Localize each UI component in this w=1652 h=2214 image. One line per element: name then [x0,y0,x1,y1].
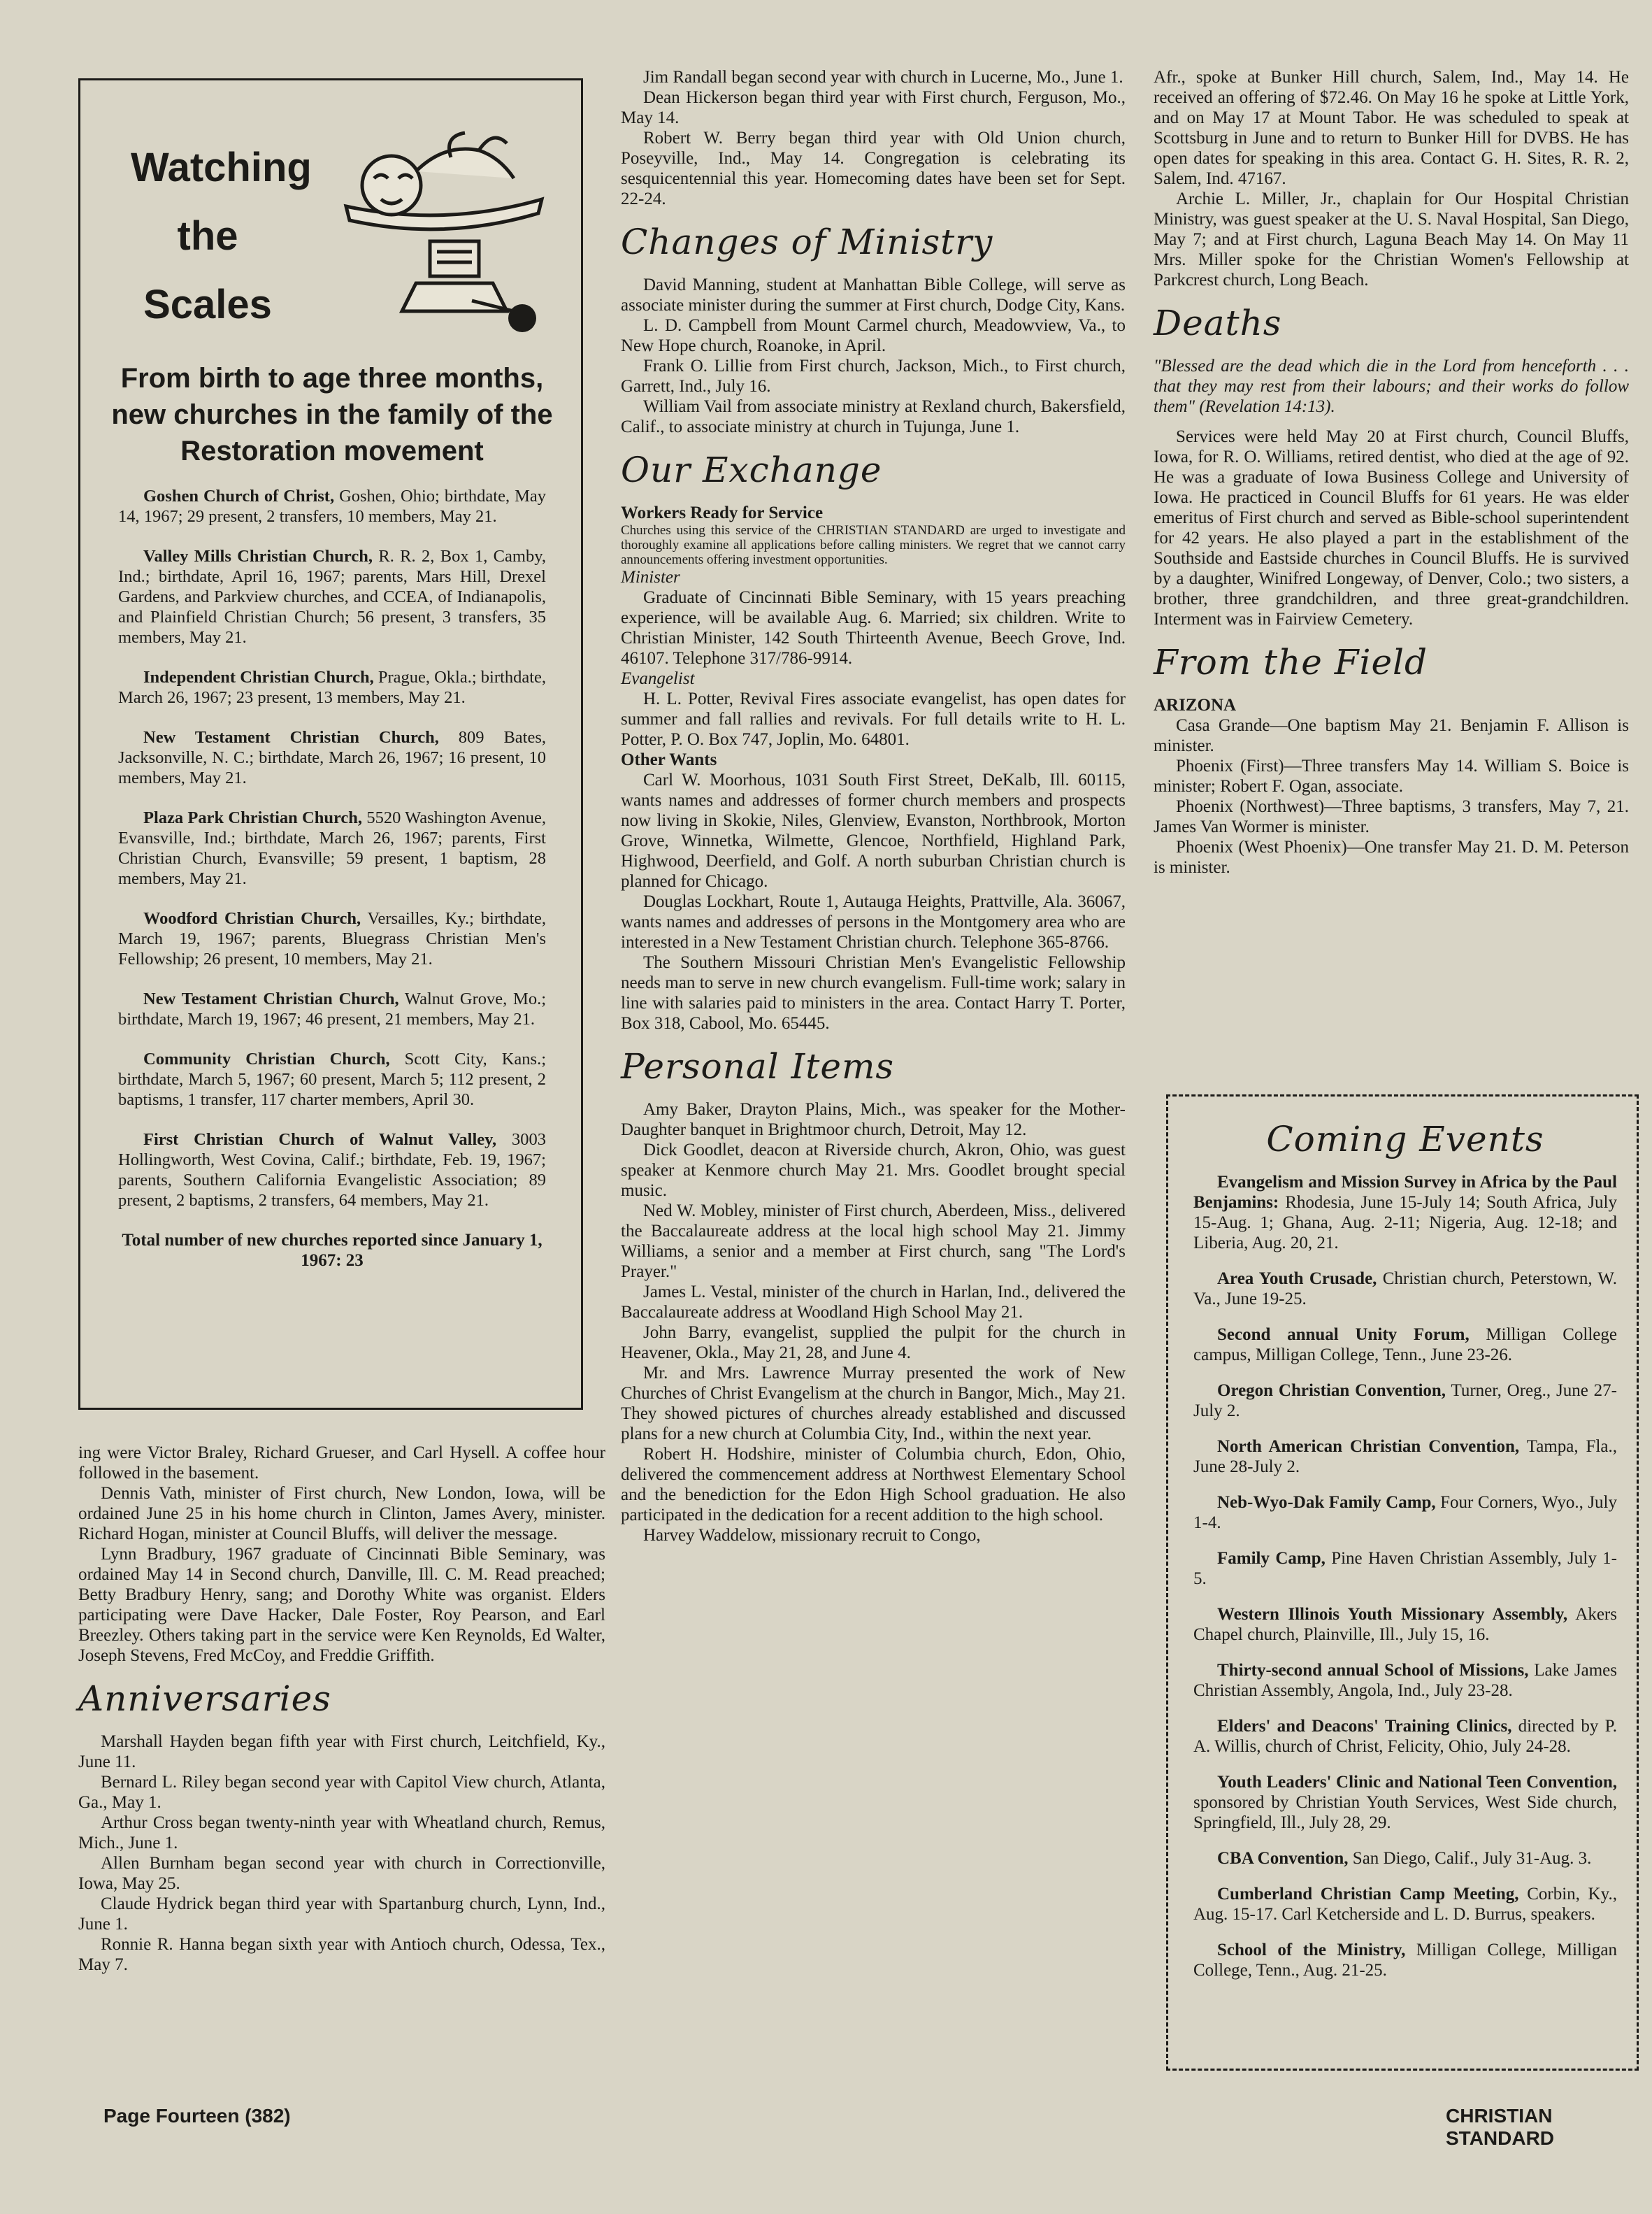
list-item: John Barry, evangelist, supplied the pulpit for the church in Heavener, Okla., May 21, 28, and June 4. [621,1323,1126,1362]
workers-heading: Workers Ready for Service [621,503,824,522]
list-item: James L. Vestal, minister of the church in Harlan, Ind., delivered the Baccalaureate address at Woodland High School May 21. [621,1283,1126,1322]
list-item: William Vail from associate ministry at Rexland church, Bakersfield, Calif., to associate ministry at church in Tujunga, June 1. [621,397,1126,436]
list-item: Claude Hydrick began third year with Spartanburg church, Lynn, Ind., June 1. [78,1894,605,1934]
paragraph: Douglas Lockhart, Route 1, Autauga Heights, Prattville, Ala. 36067, wants names and addresses of persons in the Montgomery area who are interested in a New Testament Christian church. Telephone 365-8766. [621,892,1126,952]
column-2 [621,67,1126,1545]
list-item: Area Youth Crusade, Christian church, Peterstown, W. Va., June 19-25. [1193,1269,1617,1308]
list-item: Independent Christian Church, Prague, Okla.; birthdate, March 26, 1967; 23 present, 13 members, May 21. [118,668,546,707]
paragraph: ing were Victor Braley, Richard Grueser, and Carl Hysell. A coffee hour followed in the basement. [78,1443,605,1483]
baby-on-scale-icon [332,122,556,346]
list-item: Robert W. Berry began third year with Old Union church, Poseyville, Ind., May 14. Congregation is celebrating its sesquicentennial this year. Homecoming dates have been set for Sept. 22-24. [621,129,1126,208]
column-3 [1154,67,1629,878]
list-item: Amy Baker, Drayton Plains, Mich., was speaker for the Mother-Daughter banquet in Brightmoor church, Detroit, May 12. [621,1100,1126,1139]
list-item: Casa Grande—One baptism May 21. Benjamin F. Allison is minister. [1154,716,1629,755]
list-item: Mr. and Mrs. Lawrence Murray presented the work of New Churches of Christ Evangelism at the church in Bangor, Mich., May 21. They showed pictures of churches already established and discussed plans for a new church at Columbia City, Ind., within the next year. [621,1364,1126,1443]
list-item: North American Christian Convention, Tampa, Fla., June 28-July 2. [1193,1437,1617,1476]
other-wants-heading: Other Wants [621,750,717,769]
changes-of-ministry-heading: Changes of Ministry [621,222,993,262]
page-number: Page Fourteen (382) [103,2105,291,2127]
list-item: School of the Ministry, Milligan College, Milligan College, Tenn., Aug. 21-25. [1193,1941,1617,1980]
paragraph: Dennis Vath, minister of First church, New London, Iowa, will be ordained June 25 in his home church in Clinton, James Avery, minister. Richard Hogan, minister at Council Bluffs, will deliver the message. [78,1484,605,1543]
list-item: Elders' and Deacons' Training Clinics, directed by P. A. Willis, church of Christ, Felicity, Ohio, July 24-28. [1193,1717,1618,1756]
list-item: Oregon Christian Convention, Turner, Oreg., June 27-July 2. [1193,1381,1617,1420]
list-item: Dick Goodlet, deacon at Riverside church, Akron, Ohio, was guest speaker at Kenmore church May 21. Mrs. Goodlet brought special music. [621,1141,1126,1200]
list-item: Woodford Christian Church, Versailles, Ky.; birthdate, March 19, 1967; parents, Bluegrass Christian Men's Fellowship; 26 present, 10 members, May 21. [118,909,546,969]
list-item: Community Christian Church, Scott City, Kans.; birthdate, March 5, 1967; 60 present, March 5; 112 present, 2 baptisms, 1 transfer, 117 charter members, April 30. [118,1050,546,1109]
coming-events-heading: Coming Events [1266,1119,1544,1159]
paragraph: H. L. Potter, Revival Fires associate evangelist, has open dates for summer and fall rallies and revivals. For full details write to H. L. Potter, P. O. Box 747, Joplin, Mo. 64801. [621,690,1126,749]
list-item: Ronnie R. Hanna began sixth year with Antioch church, Odessa, Tex., May 7. [78,1935,605,1974]
magazine-name: CHRISTIAN STANDARD [1446,2105,1555,2149]
list-item: Phoenix (West Phoenix)—One transfer May 21. D. M. Peterson is minister. [1154,838,1629,877]
list-item: Goshen Church of Christ, Goshen, Ohio; birthdate, May 14, 1967; 29 present, 2 transfers, 10 members, May 21. [118,487,546,526]
list-item: Harvey Waddelow, missionary recruit to Congo, [643,1526,981,1545]
list-item: Second annual Unity Forum, Milligan College campus, Milligan College, Tenn., June 23-26. [1193,1325,1617,1364]
personal-items-heading: Personal Items [621,1046,895,1087]
list-item: L. D. Campbell from Mount Carmel church, Meadowview, Va., to New Hope church, Roanoke, in April. [621,316,1126,355]
new-churches-list [118,486,546,1271]
scales-subtitle: From birth to age three months, new churches in the family of the Restoration movement [111,363,553,466]
state-heading: ARIZONA [1154,696,1237,715]
list-item: Jim Randall began second year with church in Lucerne, Mo., June 1. [643,68,1123,87]
total-new-churches: Total number of new churches reported since January 1, 1967: 23 [122,1231,543,1270]
list-item: First Christian Church of Walnut Valley, 3003 Hollingworth, West Covina, Calif.; birthdate, Feb. 19, 1967; parents, Southern California Evangelistic Association; 89 present, 2 baptisms, 2 transfers, 64 members, May 21. [118,1130,546,1210]
workers-note: Churches using this service of the CHRISTIAN STANDARD are urged to investigate and thoroughly examine all applications before calling ministers. We regret that we cannot carry announcements offering investment opportunities. [621,523,1126,567]
list-item: Cumberland Christian Camp Meeting, Corbin, Ky., Aug. 15-17. Carl Ketcherside and L. D. Burrus, speakers. [1193,1885,1617,1924]
list-item: Family Camp, Pine Haven Christian Assembly, July 1-5. [1193,1549,1617,1588]
paragraph: Archie L. Miller, Jr., chaplain for Our Hospital Christian Ministry, was guest speaker at the U. S. Naval Hospital, San Diego, May 7; and at First church, Laguna Beach May 14. On May 11 Mrs. Miller spoke for the Christian Women's Fellowship at Parkcrest church, Long Beach. [1154,190,1629,290]
list-item: Marshall Hayden began fifth year with First church, Leitchfield, Ky., June 11. [78,1732,605,1771]
list-item: Evangelism and Mission Survey in Africa by the Paul Benjamins: Rhodesia, June 15-July 14; South Africa, July 15-Aug. 1; Ghana, Aug. 2-11; Nigeria, Aug. 12-18; and Liberia, Aug. 20, 21. [1193,1173,1617,1252]
our-exchange-heading: Our Exchange [621,450,882,490]
list-item: Western Illinois Youth Missionary Assembly, Akers Chapel church, Plainville, Ill., July 15, 16. [1193,1605,1617,1644]
list-item: New Testament Christian Church, 809 Bates, Jacksonville, N. C.; birthdate, March 26, 1967; 16 present, 10 members, May 21. [118,728,547,787]
paragraph: Carl W. Moorhous, 1031 South First Street, DeKalb, Ill. 60115, wants names and addresses of former church members and prospects now living in Skokie, Niles, Glenview, Evanston, Northbrook, Morton Grove, Winnetka, Wilmette, Glencoe, Northfield, Highland Park, Highwood, Deerfield, and Golf. A north suburban Christian church is planned for Chicago. [621,771,1126,891]
scales-title: Watching the Scales [131,145,312,327]
list-item: Ned W. Mobley, minister of First church, Aberdeen, Miss., delivered the Baccalaureate address at the local high school May 21. Jimmy Williams, a senior and a member at First church, sang "The Lord's Prayer." [621,1201,1126,1281]
list-item: David Manning, student at Manhattan Bible College, will serve as associate minister during the summer at First church, Dodge City, Kans. [621,276,1126,315]
list-item: Neb-Wyo-Dak Family Camp, Four Corners, Wyo., July 1-4. [1193,1493,1617,1532]
deaths-heading: Deaths [1154,303,1282,343]
list-item: New Testament Christian Church, Walnut Grove, Mo.; birthdate, March 19, 1967; 46 present, 21 members, May 21. [118,990,547,1029]
paragraph: Afr., spoke at Bunker Hill church, Salem, Ind., May 14. He received an offering of $72.46. On May 16 he spoke at Little York, and on May 17 at Mount Tabor. He was scheduled to speak at Scottsburg in June and to return to Bunker Hill for DVBS. He has open dates for speaking in this area. Contact G. H. Sites, R. R. 2, Salem, Ind. 47167. [1154,68,1629,188]
list-item: Phoenix (Northwest)—Three baptisms, 3 transfers, May 7, 21. James Van Wormer is minister. [1154,797,1629,836]
list-item: Phoenix (First)—Three transfers May 14. William S. Boice is minister; Robert F. Ogan, associate. [1154,757,1629,796]
anniversaries-heading: Anniversaries [78,1678,331,1719]
list-item: Youth Leaders' Clinic and National Teen Convention, sponsored by Christian Youth Services, West Side church, Springfield, Ill., July 28, 29. [1193,1773,1617,1832]
paragraph: The Southern Missouri Christian Men's Evangelistic Fellowship needs man to serve in new church evangelism. Full-time work; salary in line with salaries paid to ministers in the area. Contact Harry T. Porter, Box 318, Cabool, Mo. 65445. [621,953,1126,1033]
minister-label: Minister [621,568,680,587]
scripture-quote: "Blessed are the dead which die in the Lord from henceforth . . . that they may rest from their labours; and their works do follow them" (Revelation 14:13). [1154,357,1629,416]
list-item: Robert H. Hodshire, minister of Columbia church, Edon, Ohio, delivered the commencement address at Northwest Elementary School and the benediction for the Edon High School graduation. He also participated in the dedication for a recent addition to the high school. [621,1445,1126,1524]
column-1 [78,1443,605,1975]
list-item: Allen Burnham began second year with church in Correctionville, Iowa, May 25. [78,1854,605,1893]
list-item: Thirty-second annual School of Missions, Lake James Christian Assembly, Angola, Ind., July 23-28. [1193,1661,1617,1700]
from-the-field-heading: From the Field [1154,642,1428,683]
list-item: Plaza Park Christian Church, 5520 Washington Avenue, Evansville, Ind.; birthdate, March 26, 1967; parents, First Christian Church, Evansville; 59 present, 1 baptism, 28 members, May 21. [118,808,546,888]
list-item: Bernard L. Riley began second year with Capitol View church, Atlanta, Ga., May 1. [78,1773,605,1812]
paragraph: Graduate of Cincinnati Bible Seminary, with 15 years preaching experience, will be available Aug. 6. Married; six children. Write to Christian Minister, 142 South Thirteenth Avenue, Beech Grove, Ind. 46107. Telephone 317/786-9914. [621,588,1126,668]
coming-events-box [1166,1094,1639,2071]
list-item: Frank O. Lillie from First church, Jackson, Mich., to First church, Garrett, Ind., July 16. [621,357,1126,396]
watching-the-scales-box [78,78,583,1410]
list-item: Arthur Cross began twenty-ninth year with Wheatland church, Remus, Mich., June 1. [78,1813,605,1852]
paragraph: Lynn Bradbury, 1967 graduate of Cincinnati Bible Seminary, was ordained May 14 in Second church, Danville, Ill. C. M. Read preached; Betty Bradbury Henry, sang; and Dorothy White was organist. Elders participating were Dave Hacker, Dale Foster, Roy Pearson, and Earl Breezley. Others taking part in the service were Ken Reynolds, Ed Walter, Joseph Stevens, Fred McCoy, and Freddie Griffith. [78,1545,605,1665]
list-item: CBA Convention, San Diego, Calif., July 31-Aug. 3. [1217,1849,1592,1868]
paragraph: Services were held May 20 at First church, Council Bluffs, Iowa, for R. O. Williams, retired dentist, who died at the age of 92. He was a graduate of Iowa Business College and University of Iowa. He practiced in Council Bluffs for 61 years. He was elder emeritus of First church and served as Bible-school superintendent for 42 years. He also played a part in the establishment of the Southside and Eastside churches in Council Bluffs. He is survived by a daughter, Winifred Longeway, of Denver, Colo.; two sisters, a brother, three grandchildren, and three great-grandchildren. Interment was in Fairview Cemetery. [1154,427,1629,629]
list-item: Dean Hickerson began third year with First church, Ferguson, Mo., May 14. [621,88,1126,127]
list-item: Valley Mills Christian Church, R. R. 2, Box 1, Camby, Ind.; birthdate, April 16, 1967; parents, Mars Hill, Drexel Gardens, and Parkview churches, and CCEA, of Indianapolis, and Plainfield Christian Church; 56 present, 3 transfers, 35 members, May 21. [118,547,546,647]
evangelist-label: Evangelist [621,669,695,688]
